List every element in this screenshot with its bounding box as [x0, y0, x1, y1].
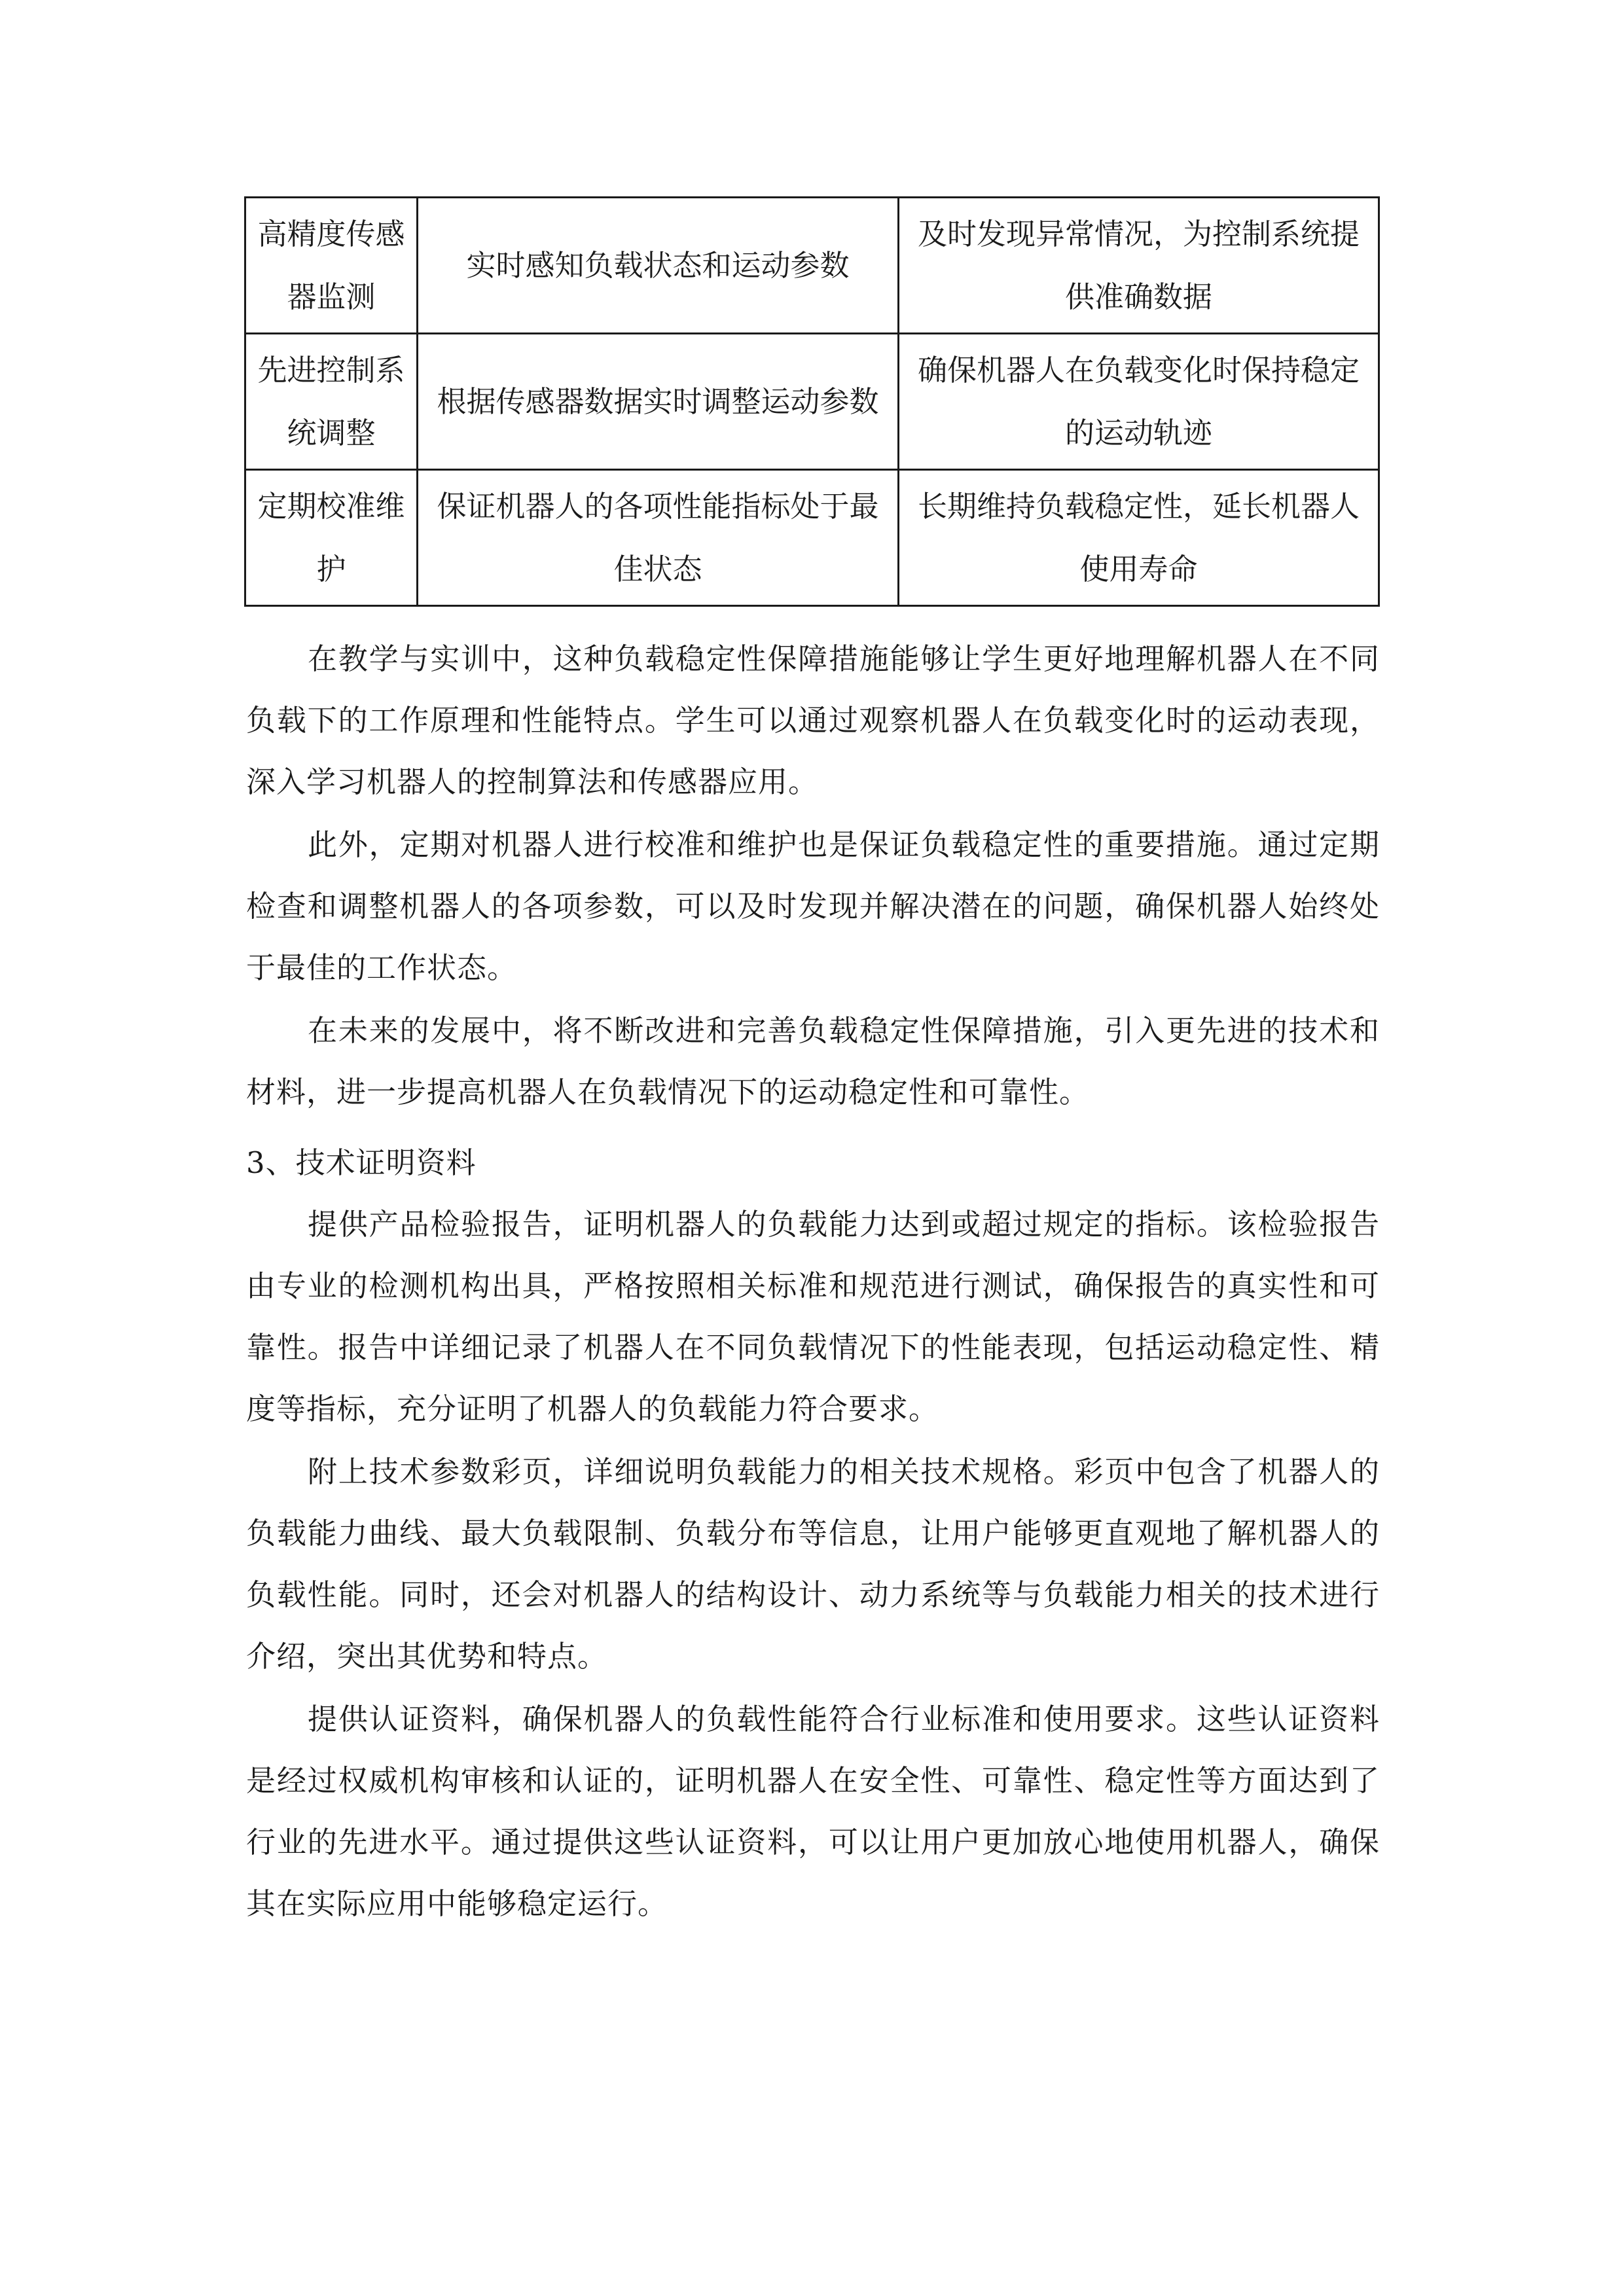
paragraph-technical-brochure: 附上技术参数彩页，详细说明负载能力的相关技术规格。彩页中包含了机器人的负载能力曲线、最大负载限制、负载分布等信息，让用户能够更直观地了解机器人的负载性能。同时，还会对机器人的结构设计、动力系统等与负载能力相关的技术进行介绍，突出其优势和特点。: [246, 1454, 1380, 1674]
paragraph-calibration: 此外，定期对机器人进行校准和维护也是保证负载稳定性的重要措施。通过定期检查和调整机器人的各项参数，可以及时发现并解决潜在的问题，确保机器人始终处于最佳的工作状态。: [246, 827, 1380, 985]
paragraph-inspection-report: 提供产品检验报告，证明机器人的负载能力达到或超过规定的指标。该检验报告由专业的检测机构出具，严格按照相关标准和规范进行测试，确保报告的真实性和可靠性。报告中详细记录了机器人在不同负载情况下的性能表现，包括运动稳定性、精度等指标，充分证明了机器人的负载能力符合要求。: [246, 1207, 1380, 1426]
table-row: [245, 198, 1379, 334]
table-row: [245, 334, 1379, 470]
body-text: [246, 628, 1380, 1935]
stability-measures-table: [244, 196, 1380, 607]
table-cell-effect: 确保机器人在负载变化时保持稳定的运动轨迹: [899, 334, 1379, 470]
table-row: [245, 470, 1379, 606]
table-cell-measure: 定期校准维护: [245, 470, 418, 606]
table-cell-measure: 先进控制系统调整: [245, 334, 418, 470]
paragraph-future: 在未来的发展中，将不断改进和完善负载稳定性保障措施，引入更先进的技术和材料，进一步提高机器人在负载情况下的运动稳定性和可靠性。: [246, 1013, 1380, 1109]
table-cell-effect: 长期维持负载稳定性，延长机器人使用寿命: [899, 470, 1379, 606]
paragraph-teaching: 在教学与实训中，这种负载稳定性保障措施能够让学生更好地理解机器人在不同负载下的工作原理和性能特点。学生可以通过观察机器人在负载变化时的运动表现，深入学习机器人的控制算法和传感器应用。: [246, 641, 1380, 799]
table-cell-measure: 高精度传感器监测: [245, 198, 418, 334]
table-cell-method: 根据传感器数据实时调整运动参数: [418, 334, 899, 470]
section-heading: 3、技术证明资料: [246, 1145, 477, 1180]
table-cell-method: 实时感知负载状态和运动参数: [418, 198, 899, 334]
table-cell-effect: 及时发现异常情况，为控制系统提供准确数据: [899, 198, 1379, 334]
paragraph-certification: 提供认证资料，确保机器人的负载性能符合行业标准和使用要求。这些认证资料是经过权威机构审核和认证的，证明机器人在安全性、可靠性、稳定性等方面达到了行业的先进水平。通过提供这些认证资料，可以让用户更加放心地使用机器人，确保其在实际应用中能够稳定运行。: [246, 1702, 1380, 1921]
table-cell-method: 保证机器人的各项性能指标处于最佳状态: [418, 470, 899, 606]
